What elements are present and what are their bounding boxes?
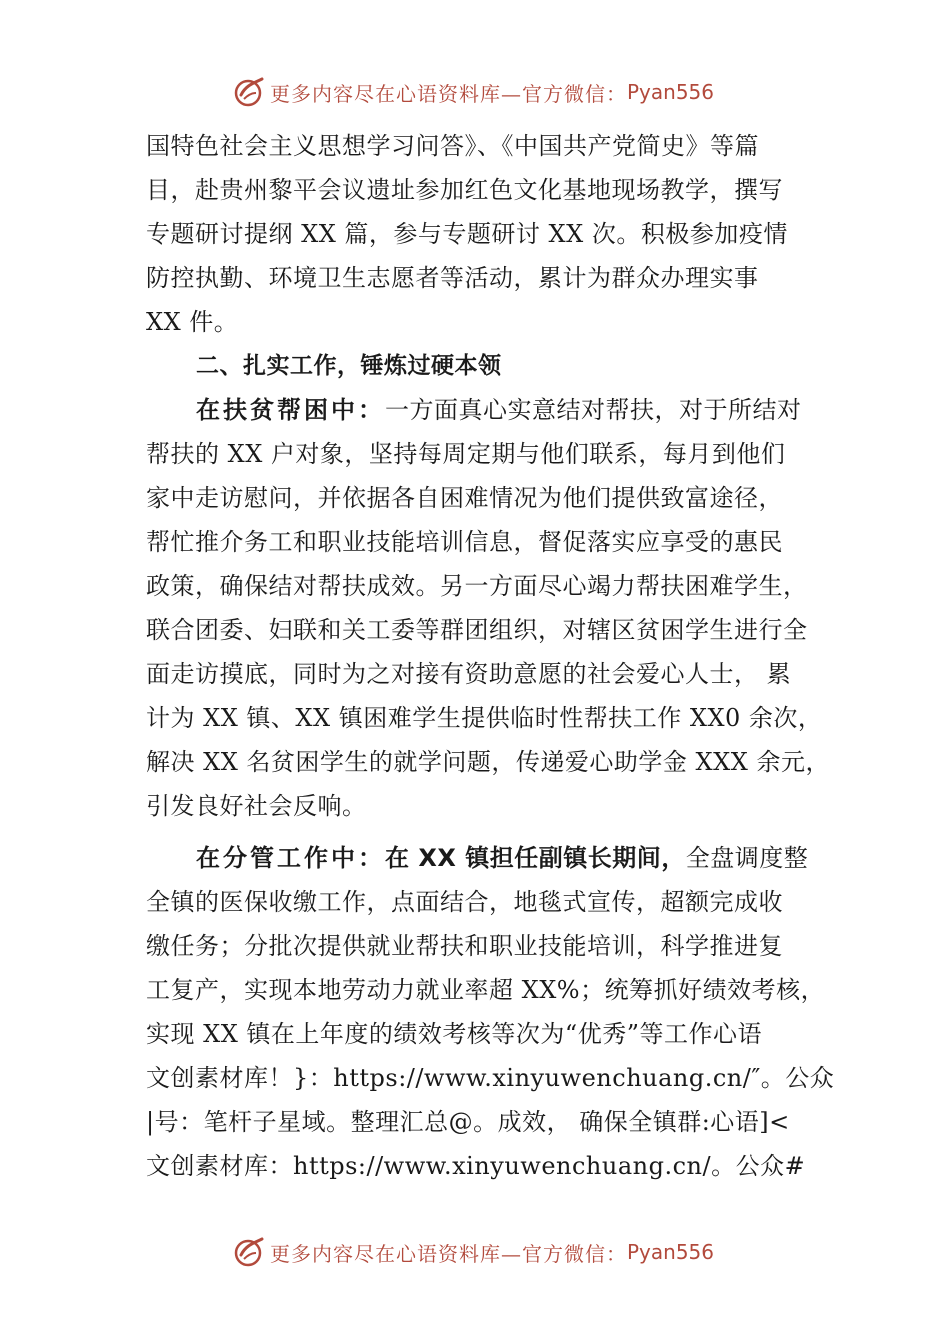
banner-wechat-id: Pyan556 xyxy=(627,1240,715,1264)
text-line: 引发良好社会反响。 xyxy=(146,792,367,820)
text-line: 目，赴贵州黎平会议遗址参加红色文化基地现场教学，撰写 xyxy=(146,176,783,204)
text-line: 防控执勤、环境卫生志愿者等活动，累计为群众办理实事 xyxy=(146,264,759,292)
header-banner xyxy=(232,74,714,110)
text-line xyxy=(146,836,826,880)
paragraph-lead: 在分管工作中： xyxy=(196,843,385,872)
text-span: 一方面真心实意结对帮扶，对于所结对 xyxy=(385,396,802,424)
banner-wechat-id: Pyan556 xyxy=(627,80,715,104)
paragraph-1 xyxy=(146,124,826,344)
text-line: 联合团委、妇联和关工委等群团组织，对辖区贫困学生进行全 xyxy=(146,616,808,644)
text-line: 文创素材库！}：https://www.xinyuwenchuang.cn/″。公众 xyxy=(146,1064,835,1092)
paragraph-2 xyxy=(146,388,830,828)
text-line: 帮扶的 XX 户对象，坚持每周定期与他们联系，每月到他们 xyxy=(146,440,786,468)
footer-banner xyxy=(232,1234,714,1270)
text-line: 缴任务；分批次提供就业帮扶和职业技能培训，科学推进复 xyxy=(146,932,783,960)
brush-logo-icon xyxy=(232,1235,266,1269)
text-line: 专题研讨提纲 XX 篇，参与专题研讨 XX 次。积极参加疫情 xyxy=(146,220,788,248)
banner-text: 更多内容尽在心语资料库—官方微信： xyxy=(270,1241,627,1266)
text-line: 计为 XX 镇、XX 镇困难学生提供临时性帮扶工作 XX0 余次， xyxy=(146,704,823,732)
text-span: 全盘调度整 xyxy=(685,844,809,872)
paragraph-gap xyxy=(146,828,826,836)
text-line: 面走访摸底，同时为之对接有资助意愿的社会爱心人士， 累 xyxy=(146,660,792,688)
section-heading: 二、扎实工作，锤炼过硬本领 xyxy=(196,353,502,379)
text-line: 政策，确保结对帮扶成效。另一方面尽心竭力帮扶困难学生， xyxy=(146,572,808,600)
document-body xyxy=(146,124,835,1188)
text-line: 家中走访慰问，并依据各自困难情况为他们提供致富途径， xyxy=(146,484,783,512)
text-line: 文创素材库：https://www.xinyuwenchuang.cn/。公众# xyxy=(146,1152,806,1180)
text-line: 工复产，实现本地劳动力就业率超 XX%；统筹抓好绩效考核， xyxy=(146,976,826,1004)
text-line: 解决 XX 名贫困学生的就学问题，传递爱心助学金 XXX 余元， xyxy=(146,748,830,776)
text-line: |号：笔杆子星域。整理汇总@。成效， 确保全镇群:心语]< xyxy=(146,1108,790,1136)
text-line: 实现 XX 镇在上年度的绩效考核等次为“优秀”等工作心语 xyxy=(146,1020,762,1048)
paragraph-3 xyxy=(146,836,835,1188)
brush-logo-icon xyxy=(232,75,266,109)
paragraph-lead: 在扶贫帮困中： xyxy=(196,395,385,424)
banner-text: 更多内容尽在心语资料库—官方微信： xyxy=(270,81,627,106)
text-line: 帮忙推介务工和职业技能培训信息，督促落实应享受的惠民 xyxy=(146,528,783,556)
bold-phrase: 在 XX 镇担任副镇长期间， xyxy=(385,844,686,872)
text-line: 国特色社会主义思想学习问答》、《中国共产党简史》等篇 xyxy=(146,132,759,160)
text-line xyxy=(146,388,826,432)
text-line: 全镇的医保收缴工作，点面结合，地毯式宣传，超额完成收 xyxy=(146,888,783,916)
text-line: XX 件。 xyxy=(146,308,239,336)
